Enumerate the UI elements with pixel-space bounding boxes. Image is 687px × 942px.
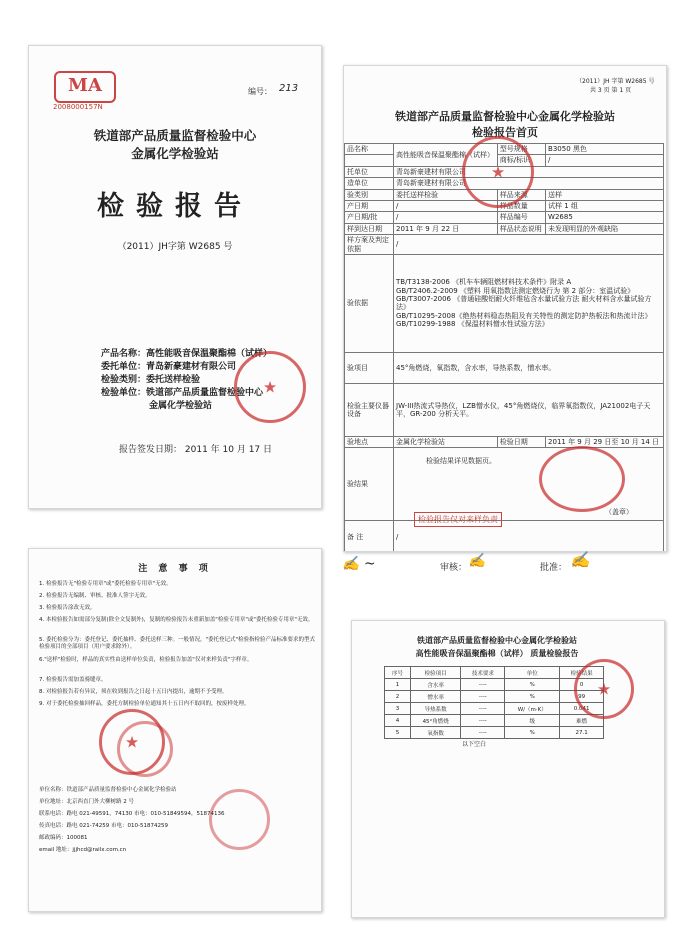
- issue-date: 2011 年 10 月 17 日: [184, 445, 273, 455]
- table-row: 2 憎水率 ---- % 99: [385, 691, 604, 703]
- table-row: 产日期/批 / 样品编号 W2685: [345, 212, 664, 223]
- list-item: 9. 对于委托检验抽回样品，委托方制检验单位通知其十五日内不取回的，按废样处理。: [39, 701, 250, 707]
- report-ref-1: （2011）JH 字第 W2685 号: [576, 78, 655, 85]
- basis-list: TB/T3138-2006 《机车车辆阻燃材料技术条件》附录 A GB/T2406.2-2009 《塑料 用氧指数法测定燃烧行为 第 2 部分：室温试验》 GB/T3007-2006 《普通硅酸铝耐火纤维毡含水量试验方法 耐火材料含水量试验方法》 GB/T10295-2008《绝热材料稳态热阻及有关特性的测定防护热板法和热流计法》 GB/T10299-1988 《保温材料憎水性试验方法》: [394, 254, 664, 352]
- list-item: 5. 委托检验分为：委托登记、委托抽样、委托送样三种。一般情况，"委托登记式"检验指检验产品标准要求的型式检验项目的全部项目（用户要求除外）。: [39, 637, 316, 651]
- lab-seal-2: [209, 789, 270, 850]
- contact-line: 传真电话：路电 021-74259 市电：010-51874259: [39, 823, 168, 829]
- field-lab: 检验单位：铁道部产品质量监督检验中心: [101, 388, 264, 398]
- table-row: 验地点 金属化学检验站 检验日期 2011 年 9 月 29 日至 10 月 14 日: [345, 436, 664, 447]
- company-seal: [574, 659, 634, 719]
- contact-line: 单位名称：铁道部产品质量监督检验中心金属化学检验站: [39, 787, 177, 793]
- report-title: 检验报告: [97, 191, 253, 222]
- notes-title: 注 意 事 项: [138, 564, 212, 574]
- list-item: 6."送样"检验时，样品的真实性由送样单位负责，检验报告加盖"仅对来样负责"字样章。: [39, 657, 253, 663]
- company-seal: [462, 136, 534, 208]
- table-row: 品名称 高性能吸音保温聚酯棉（试样） 型号规格 B3050 黑色: [345, 144, 664, 155]
- report-header-2: 检验报告首页: [472, 126, 538, 139]
- report-number: （2011）JH字第 W2685 号: [117, 242, 233, 252]
- table-row: 4 45°角燃烧 ---- 级 难燃: [385, 715, 604, 727]
- contact-line: 单位地址：北京西直门外大柳树路 2 号: [39, 799, 134, 805]
- table-row: 样方案及判定依据 /: [345, 235, 664, 255]
- mini-title-1: 铁道部产品质量监督检验中心金属化学检验站: [417, 636, 577, 645]
- table-row: 商标/标识 /: [345, 155, 664, 166]
- reviewer-signature-icon: ✍: [468, 553, 486, 569]
- issue-date-line: [119, 442, 272, 455]
- contact-line: 邮政编码：100081: [39, 835, 88, 841]
- notes-page: [28, 548, 322, 912]
- table-row: 造单位 青岛新豪建材有限公司: [345, 178, 664, 189]
- issue-label: 报告签发日期：: [119, 445, 183, 455]
- table-row: 5 氧指数 ---- % 27.1: [385, 727, 604, 739]
- approver-label: 批准：: [540, 563, 568, 573]
- serial-value: 213: [279, 83, 299, 94]
- field-client: 委托单位：青岛新豪建材有限公司: [101, 362, 237, 372]
- cma-logo: [54, 71, 116, 103]
- list-item: 1. 检验报告无"检验专用章"或"委托检验专用章"无效。: [39, 581, 172, 587]
- report-ref-2: 共 3 页 第 1 页: [590, 87, 632, 94]
- table-row: 验结果 检验结果详见数据页。 （盖章）: [345, 448, 664, 521]
- inspection-seal: [539, 446, 625, 512]
- org-line-2: 金属化学检验站: [131, 146, 219, 161]
- list-item: 2. 检验报告无编制、审核、批准人签字无效。: [39, 593, 151, 599]
- result-table: [384, 666, 604, 739]
- table-row: 3 导热系数 ---- W/（m·K） 0.041: [385, 703, 604, 715]
- org-line-1: 铁道部产品质量监督检验中心: [93, 128, 257, 143]
- cover-page: [28, 45, 322, 509]
- data-page: [351, 620, 665, 918]
- field-product: 产品名称：高性能吸音保温聚酯棉（试样）: [101, 349, 273, 359]
- company-seal: [234, 351, 306, 423]
- seal-star-icon: ★: [490, 162, 506, 182]
- signature-1: [342, 556, 376, 572]
- contact-line: email 地址：jjjhcd@railx.com.cn: [39, 847, 127, 853]
- table-row: 托单位 青岛新豪建材有限公司: [345, 166, 664, 177]
- report-first-page: [343, 65, 667, 552]
- table-header: 序号 检验项目 技术要求 单位 检验结果: [385, 667, 604, 679]
- table-row: 验依据 TB/T3138-2006 《机车车辆阻燃材料技术条件》附录 A GB/T2406.2-2009 《塑料 用氧指数法测定燃烧行为 第 2 部分：室温试验》 GB/T3007-2006 《普通硅酸铝耐火纤维毡含水量试验方法 耐火材料含水量试验方法》 GB/T10295-2008《绝热材料稳态热阻及有关特性的测定防护热板法和热流计法》 GB/T10299-1988 《保温材料憎水性试验方法》: [345, 254, 664, 352]
- contact-line: 联系电话：路电 021-49591，74130 市电：010-51849594，51874136: [39, 811, 225, 817]
- seal-star-icon: ★: [124, 732, 140, 752]
- seal-star-icon: ★: [596, 679, 612, 699]
- sample-only-stamp: 检验报告仅对来样负责: [414, 512, 502, 527]
- list-item: 7. 检验报告需加盖骑缝章。: [39, 677, 107, 683]
- field-lab-2: 金属化学检验站: [149, 401, 213, 411]
- seal-star-icon: ★: [262, 377, 278, 397]
- author-signature-icon: ✍ ~: [342, 556, 376, 572]
- table-row: 备 注 /: [345, 521, 664, 552]
- lab-seal: [117, 721, 173, 777]
- blank-below-note: 以下空白: [462, 741, 487, 748]
- table-row: 验项目 45°角燃烧，氧指数，含水率，导热系数，憎水率。: [345, 352, 664, 383]
- table-row: 验类别 委托送样检验 样品来源 送样: [345, 189, 664, 200]
- serial-label: 编号：: [248, 87, 272, 96]
- table-row: 产日期 / 样品数量 试样 1 组: [345, 200, 664, 211]
- list-item: 3. 检验报告涂改无效。: [39, 605, 96, 611]
- list-item: 8. 对检验报告若有异议，须在收到报告之日起十五日内提出，逾期不予受理。: [39, 689, 228, 695]
- mini-title-2: 高性能吸音保温聚酯棉（试样） 质量检验报告: [415, 649, 579, 658]
- list-item: 4. 本检验报告如需部分复制(除全文复制外)，复制的检验报告未重新加盖"检验专用章"或"委托检验专用章"无效。: [39, 617, 314, 623]
- field-type: 检验类别：委托送样检验: [101, 375, 201, 385]
- table-row: 样到达日期 2011 年 9 月 22 日 样品状态说明 未发现明显的外观缺陷: [345, 223, 664, 234]
- report-header-1: 铁道部产品质量监督检验中心金属化学检验站: [395, 110, 615, 123]
- cma-logo-text: MA: [68, 75, 102, 96]
- approver-signature-icon: ✍: [570, 550, 590, 569]
- table-row: 检验主要仪器设备 JW-III热流式导热仪，LZB憎水仪，45°角燃烧仪，临界氧指数仪，JA21002电子天平，GR-200 分析天平。: [345, 383, 664, 436]
- table-row: 1 含水率 ---- % 0: [385, 679, 604, 691]
- cert-number: 2008000157N: [53, 103, 103, 111]
- reviewer-label: 审核：: [440, 563, 468, 573]
